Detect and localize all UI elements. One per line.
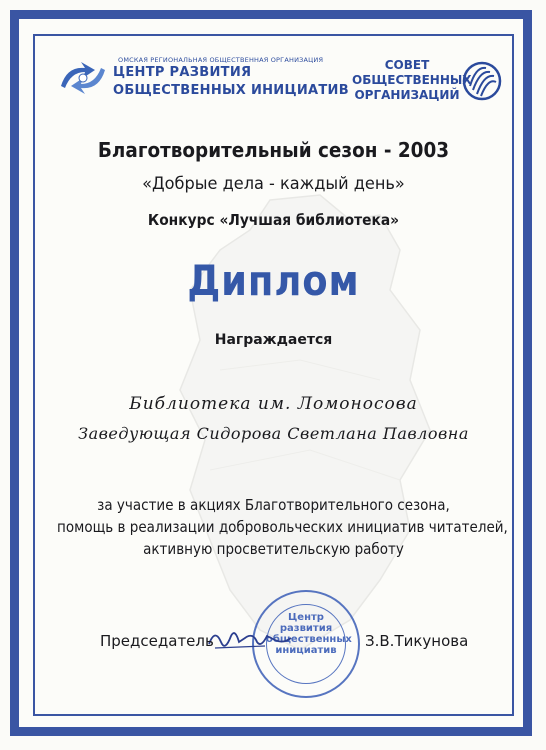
chair-label: Председатель [100,632,214,650]
right-org-title [352,58,472,103]
stamp-line2: развития [279,623,333,634]
reason-line2: помощь в реализации добровольческих инициатив читателей, [57,518,508,536]
left-org-title-line1: ЦЕНТР РАЗВИТИЯ [113,65,252,80]
reason-line1: за участие в акциях Благотворительного сезона, [97,496,450,514]
left-org-title-line2: ОБЩЕСТВЕННЫХ ИНИЦИАТИВ [113,83,349,98]
right-org-line1: СОВЕТ [384,58,430,72]
right-org-line2: ОБЩЕСТВЕННЫХ [352,73,472,87]
reason-line3: активную просветительскую работу [143,540,404,558]
stamp-line4: инициатив [275,645,337,656]
center-logo-icon [55,58,111,98]
diploma-heading: Диплом [187,256,360,305]
stamp-line1: Центр [288,612,324,623]
recipient-name: Библиотека им. Ломоносова [129,394,418,414]
signature [205,622,295,656]
stamp-line3: общественных [266,634,352,645]
contest-title: Конкурс «Лучшая библиотека» [147,211,400,229]
motto: «Добрые дела - каждый день» [142,174,405,194]
right-org-line3: ОРГАНИЗАЦИЙ [354,88,460,102]
head-person: Заведующая Сидорова Светлана Павловна [78,424,469,443]
left-org-subtitle: ОМСКАЯ РЕГИОНАЛЬНАЯ ОБЩЕСТВЕННАЯ ОРГАНИЗАЦИЯ [118,56,324,64]
chair-name: З.В.Тикунова [365,632,469,650]
award-reason [57,494,508,560]
season-title: Благотворительный сезон - 2003 [97,138,450,162]
council-logo-icon [462,56,502,106]
awarded-label: Награждается [214,332,333,348]
